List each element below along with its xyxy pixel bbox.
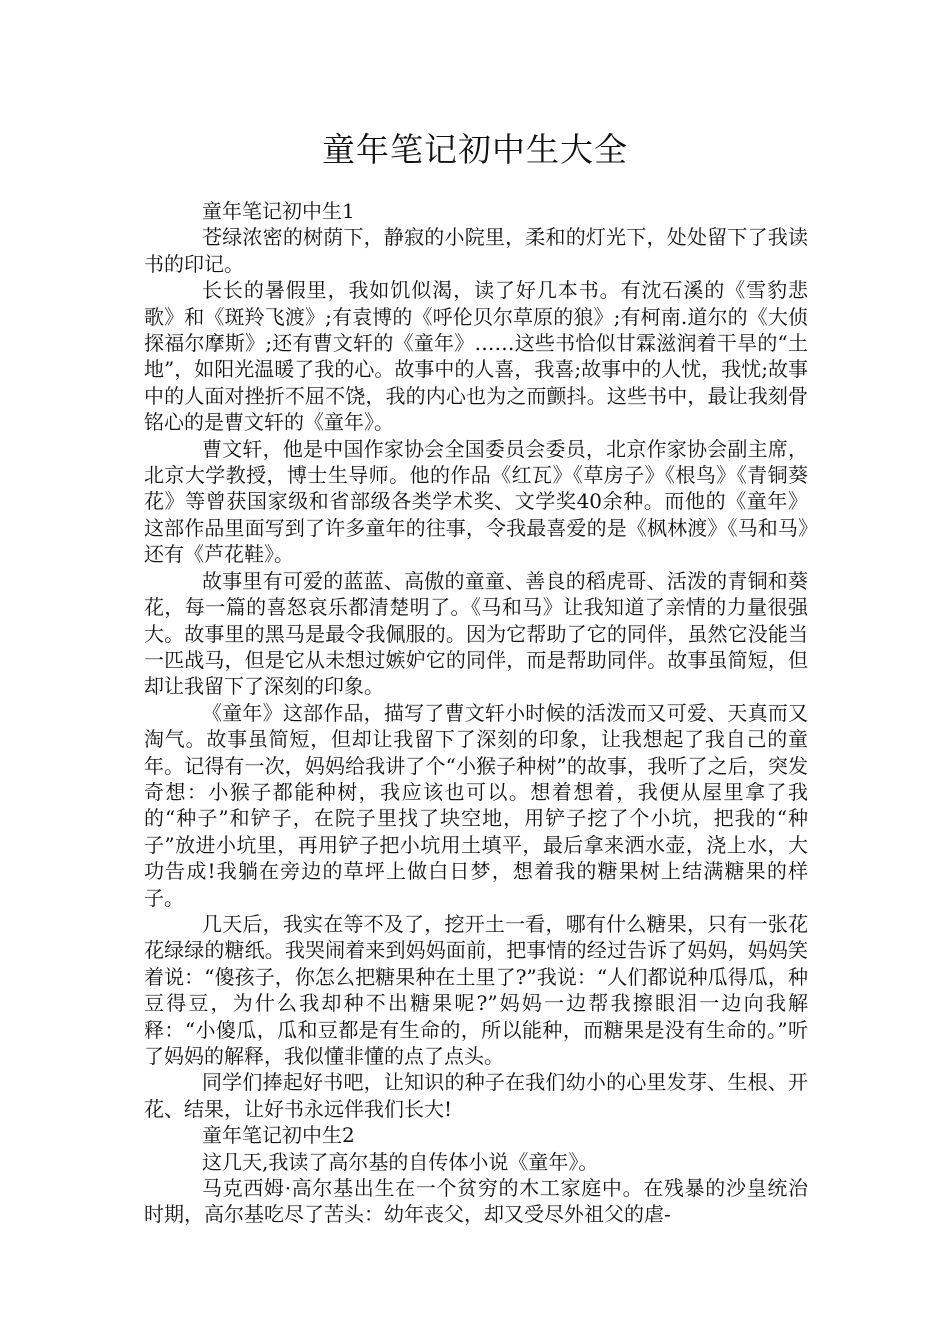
paragraph: 苍绿浓密的树荫下，静寂的小院里，柔和的灯光下，处处留下了我读书的印记。 bbox=[144, 225, 808, 276]
paragraph: 这几天,我读了高尔基的自传体小说《童年》。 bbox=[202, 1149, 599, 1174]
paragraph: 马克西姆·高尔基出生在一个贫穷的木工家庭中。在残暴的沙皇统治时期，高尔基吃尽了苦头：幼年丧父，却又受尽外祖父的虐- bbox=[144, 1176, 808, 1227]
paragraph: 几天后，我实在等不及了，挖开土一看，哪有什么糖果，只有一张花花绿绿的糖纸。我哭闹着来到妈妈面前，把事情的经过告诉了妈妈，妈妈笑着说：“傻孩子，你怎么把糖果种在土里了?”我说：“人们都说种瓜得瓜，种豆得豆，为什么我却种不出糖果呢?”妈妈一边帮我擦眼泪一边向我解释：“小傻瓜，瓜和豆都是有生命的，所以能种，而糖果是没有生命的。”听了妈妈的解释，我似懂非懂的点了点头。 bbox=[144, 911, 808, 1068]
section-heading-2: 童年笔记初中生2 bbox=[202, 1123, 355, 1148]
paragraph: 同学们捧起好书吧，让知识的种子在我们幼小的心里发芽、生根、开花、结果，让好书永远伴我们长大! bbox=[144, 1070, 808, 1121]
document-title: 童年笔记初中生大全 bbox=[322, 130, 628, 169]
paragraph: 长长的暑假里，我如饥似渴，读了好几本书。有沈石溪的《雪豹悲歌》和《斑羚飞渡》;有袁博的《呼伦贝尔草原的狼》;有柯南.道尔的《大侦探福尔摩斯》;还有曹文轩的《童年》……这些书恰似甘霖滋润着干旱的“土地”，如阳光温暖了我的心。故事中的人喜，我喜;故事中的人忧，我忧;故事中的人面对挫折不屈不饶，我的内心也为之而颤抖。这些书中，最让我刻骨铭心的是曹文轩的《童年》。 bbox=[144, 278, 808, 435]
paragraph: 《童年》这部作品，描写了曹文轩小时候的活泼而又可爱、天真而又淘气。故事虽简短，但却让我留下了深刻的印象，让我想起了我自己的童年。记得有一次，妈妈给我讲了个“小猴子种树”的故事，我听了之后，突发奇想：小猴子都能种树，我应该也可以。想着想着，我便从屋里拿了我的“种子”和铲子，在院子里找了块空地，用铲子挖了个小坑，把我的“种子”放进小坑里，再用铲子把小坑用土填平，最后拿来洒水壶，浇上水，大功告成!我躺在旁边的草坪上做白日梦，想着我的糖果树上结满糖果的样子。 bbox=[144, 700, 808, 910]
paragraph: 曹文轩，他是中国作家协会全国委员会委员，北京作家协会副主席，北京大学教授，博士生导师。他的作品《红瓦》《草房子》《根鸟》《青铜葵花》等曾获国家级和省部级各类学术奖、文学奖40余种。而他的《童年》这部作品里面写到了许多童年的往事，令我最喜爱的是《枫林渡》《马和马》还有《芦花鞋》。 bbox=[144, 436, 808, 567]
section-heading-1: 童年笔记初中生1 bbox=[202, 199, 355, 223]
document-body bbox=[144, 198, 808, 1228]
paragraph: 故事里有可爱的蓝蓝、高傲的童童、善良的稻虎哥、活泼的青铜和葵花，每一篇的喜怒哀乐都清楚明了。《马和马》让我知道了亲情的力量很强大。故事里的黑马是最令我佩服的。因为它帮助了它的同伴，虽然它没能当一匹战马，但是它从未想过嫉妒它的同伴，而是帮助同伴。故事虽简短，但却让我留下了深刻的印象。 bbox=[144, 568, 808, 699]
